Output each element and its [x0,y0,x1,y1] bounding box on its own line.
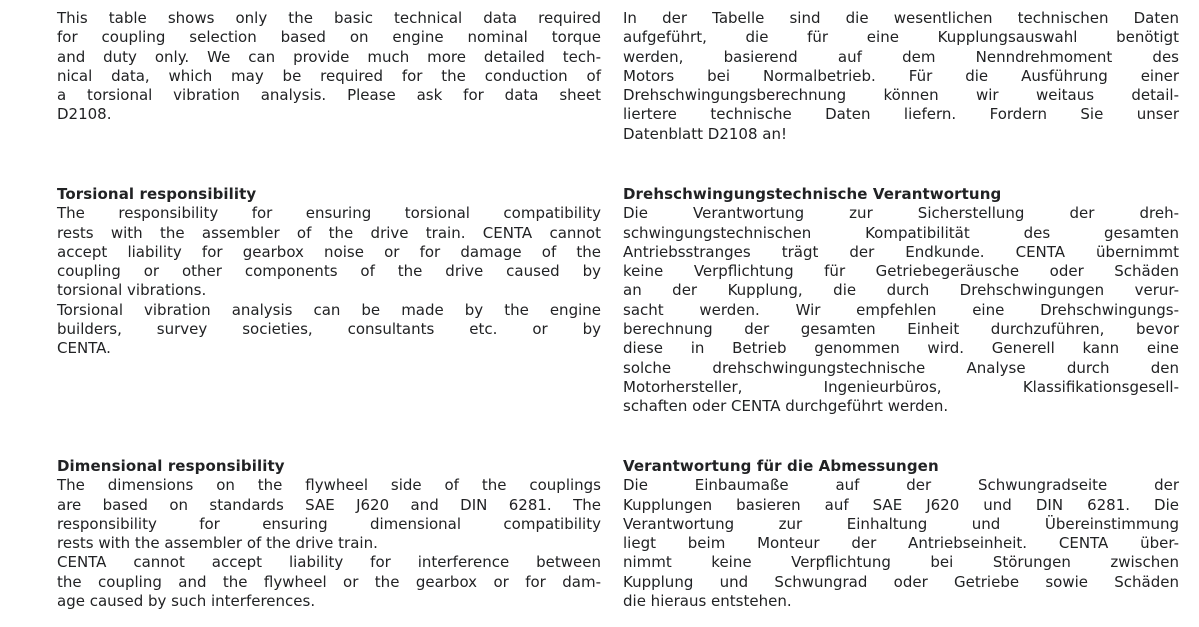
text-line: coupling or other components of the drive caused by [57,262,601,281]
intro-section-english [57,9,601,125]
text-line: accept liability for gearbox noise or for damage of the [57,242,601,261]
text-line: schwingungstechnischen Kompatibilität des gesamten [623,223,1179,242]
text-line: Die Verantwortung zur Sicherstellung der dreh- [623,204,1179,223]
text-line: a torsional vibration analysis. Please ask for data sheet [57,86,601,105]
text-line: keine Verpflichtung für Getriebegeräusche oder Schäden [623,262,1179,281]
text-line: Antriebsstranges trägt der Endkunde. CENTA übernimmt [623,242,1179,261]
intro-row [0,9,1199,185]
paragraph [57,204,601,300]
text-line: CENTA cannot accept liability for interference between [57,553,601,572]
section-heading: Verantwortung für die Abmessungen [623,457,939,475]
section-heading: Torsional responsibility [57,185,257,203]
text-line: aufgeführt, die für eine Kupplungsauswahl benötigt [623,28,1179,47]
paragraph [57,9,601,125]
text-line: and duty only. We can provide much more detailed tech- [57,47,601,66]
text-line: die hieraus entstehen. [623,592,792,611]
text-line: berechnung der gesamten Einheit durchzuführen, bevor [623,320,1179,339]
text-line: nimmt keine Verpflichtung bei Störungen zwischen [623,553,1179,572]
dimensional-responsibility-row [0,457,1199,611]
text-line: the coupling and the flywheel or the gearbox or for dam- [57,572,601,591]
text-line: responsibility for ensuring dimensional compatibility [57,514,601,533]
text-line: liegt beim Monteur der Antriebseinheit. CENTA über- [623,534,1179,553]
dimensional-responsibility-section-english [57,457,601,611]
text-line: torsional vibrations. [57,281,207,300]
section-heading: Dimensional responsibility [57,457,285,475]
text-line: D2108. [57,105,112,124]
text-line: Torsional vibration analysis can be made by the engine [57,300,601,319]
torsional-responsibility-section-english [57,185,601,359]
text-line: are based on standards SAE J620 and DIN 6281. The [57,495,601,514]
text-line: Drehschwingungsberechnung können wir weitaus detail- [623,86,1179,105]
text-line: nical data, which may be required for the conduction of [57,66,601,85]
text-line: The dimensions on the flywheel side of the couplings [57,476,601,495]
text-line: sacht werden. Wir empfehlen eine Drehschwingungs- [623,300,1179,319]
text-line: Motors bei Normalbetrieb. Für die Ausführung einer [623,66,1179,85]
text-line: The responsibility for ensuring torsional compatibility [57,204,601,223]
text-line: Datenblatt D2108 an! [623,124,787,143]
intro-section-german [623,9,1179,144]
torsional-responsibility-row [0,185,1199,457]
text-line: builders, survey societies, consultants etc. or by [57,320,601,339]
paragraph [57,553,601,611]
text-line: Motorhersteller, Ingenieurbüros, Klassifikationsgesell- [623,377,1179,396]
text-line: for coupling selection based on engine nominal torque [57,28,601,47]
text-line: age caused by such interferences. [57,592,316,611]
text-line: an der Kupplung, die durch Drehschwingungen verur- [623,281,1179,300]
text-line: diese in Betrieb genommen wird. Generell kann eine [623,339,1179,358]
torsional-responsibility-section-german [623,185,1179,417]
paragraph [623,9,1179,144]
section-heading: Drehschwingungstechnische Verantwortung [623,185,1002,203]
paragraph [57,301,601,359]
text-line: liertere technische Daten liefern. Fordern Sie unser [623,105,1179,124]
text-line: This table shows only the basic technical data required [57,9,601,27]
text-line: schaften oder CENTA durchgeführt werden. [623,397,949,416]
text-line: Die Einbaumaße auf der Schwungradseite der [623,476,1179,495]
text-line: rests with the assembler of the drive train. CENTA cannot [57,223,601,242]
paragraph [623,204,1179,416]
text-line: solche drehschwingungstechnische Analyse durch den [623,358,1179,377]
dimensional-responsibility-section-german [623,457,1179,611]
text-line: Verantwortung zur Einhaltung und Übereinstimmung [623,514,1179,533]
paragraph [623,476,1179,611]
text-line: Kupplung und Schwungrad oder Getriebe sowie Schäden [623,572,1179,591]
text-line: werden, basierend auf dem Nenndrehmoment des [623,47,1179,66]
paragraph [57,476,601,553]
text-line: In der Tabelle sind die wesentlichen technischen Daten [623,9,1179,27]
text-line: CENTA. [57,339,111,358]
text-line: rests with the assembler of the drive train. [57,534,378,553]
text-line: Kupplungen basieren auf SAE J620 und DIN 6281. Die [623,495,1179,514]
